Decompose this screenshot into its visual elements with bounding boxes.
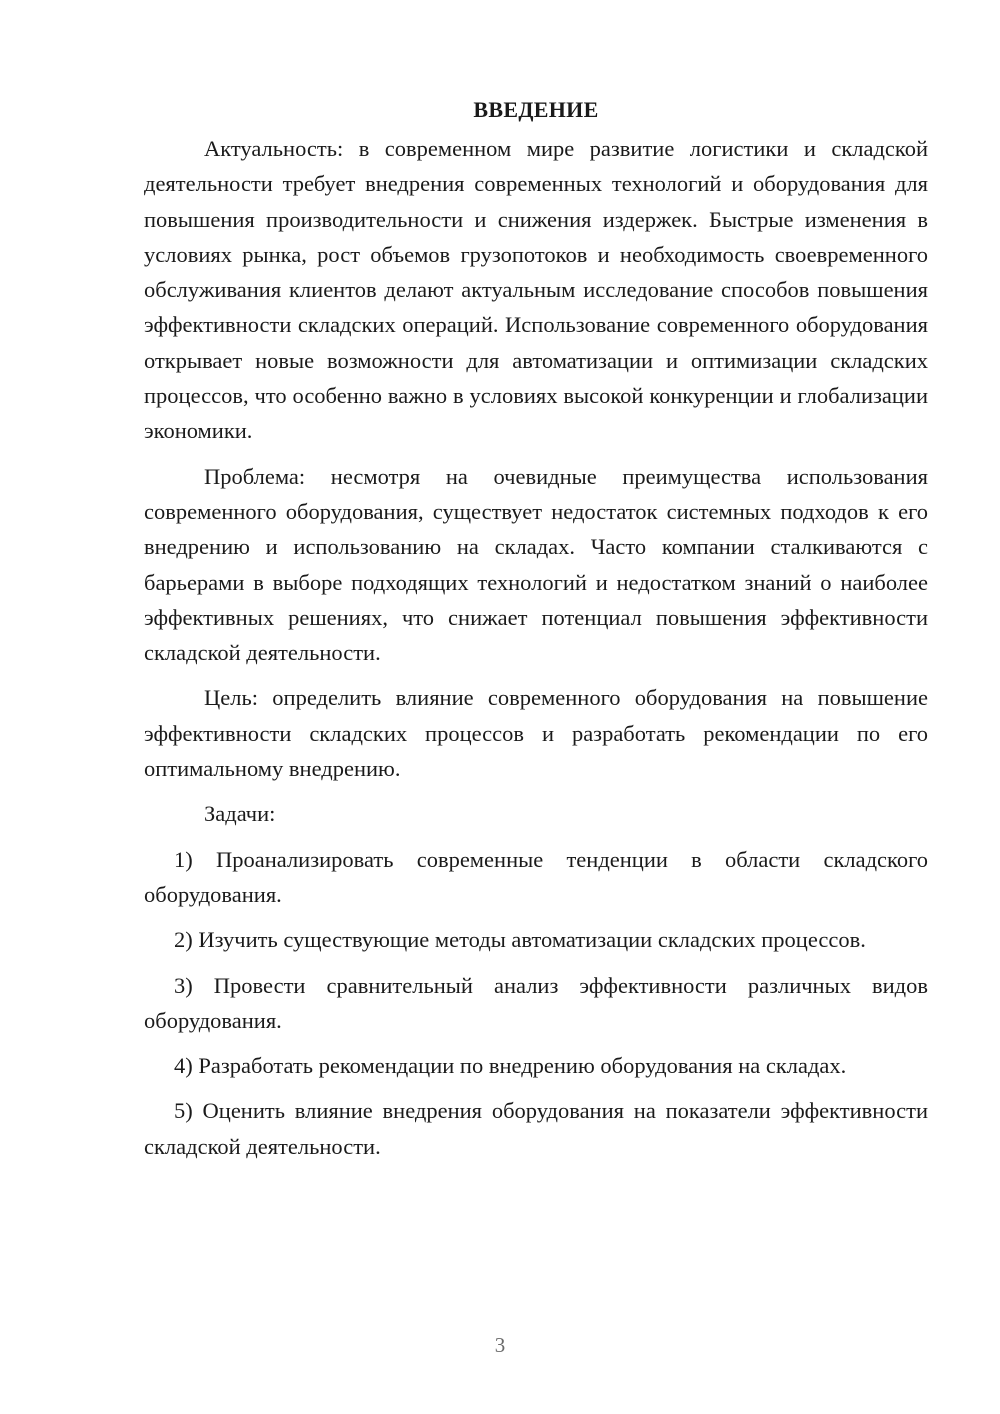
task-item-2: 2) Изучить существующие методы автоматизации складских процессов. [174,927,866,953]
task-item-1: 1) Проанализировать современные тенденции в области складского оборудования. [144,846,928,907]
tasks-list [144,842,928,1164]
document-page [144,92,928,1174]
task-item-4: 4) Разработать рекомендации по внедрению оборудования на складах. [174,1053,847,1079]
task-item-3: 3) Провести сравнительный анализ эффективности различных видов оборудования. [144,972,928,1033]
task-item-5: 5) Оценить влияние внедрения оборудования на показатели эффективности складской деятельности. [144,1098,928,1159]
section-title: ВВЕДЕНИЕ [473,97,599,122]
goal-paragraph: Цель: определить влияние современного оборудования на повышение эффективности складских процессов и разработать рекомендации по его оптимальному внедрению. [144,685,928,782]
problem-paragraph: Проблема: несмотря на очевидные преимущества использования современного оборудования, существует недостаток системных подходов к его внедрению и использованию на складах. Часто компании сталкиваются с барьерами в выборе подходящих технологий и недостатком знаний о наиболее эффективных решениях, что снижает потенциал повышения эффективности складской деятельности. [144,463,928,666]
tasks-label: Задачи: [204,801,276,827]
page-number: 3 [494,1333,506,1357]
relevance-paragraph: Актуальность: в современном мире развитие логистики и складской деятельности требует внедрения современных технологий и оборудования для повышения производительности и снижения издержек. Быстрые изменения в условиях рынка, рост объемов грузопотоков и необходимость своевременного обслуживания клиентов делают актуальным исследование способов повышения эффективности складских операций. Использование современного оборудования открывает новые возможности для автоматизации и оптимизации складских процессов, что особенно важно в условиях высокой конкуренции и глобализации экономики. [144,136,928,444]
